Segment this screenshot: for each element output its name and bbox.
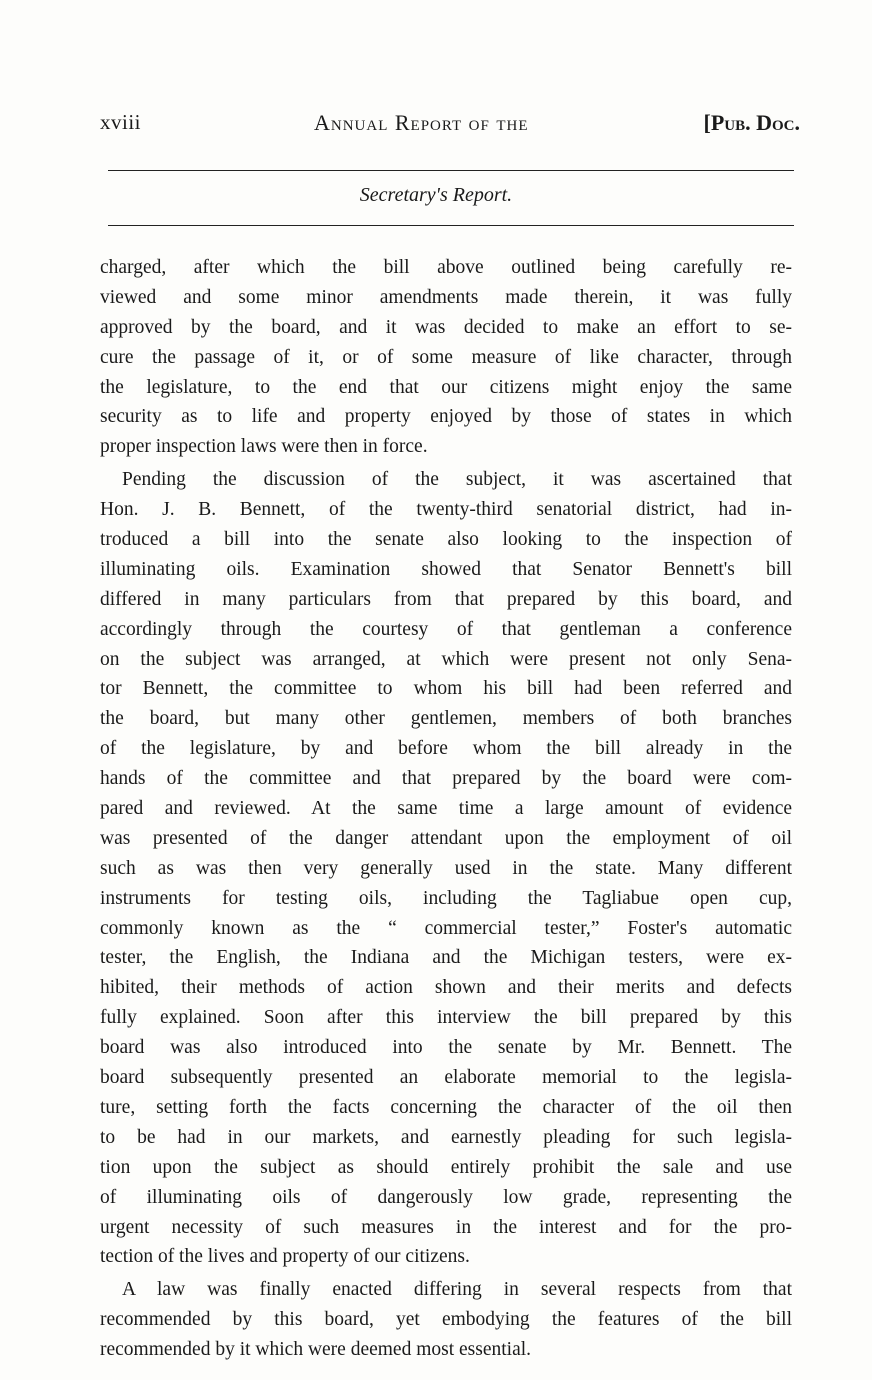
text-line: troduced a bill into the senate also looking to the inspection of: [100, 529, 792, 551]
section-title: Secretary's Report.: [359, 184, 513, 206]
text-line: board was also introduced into the senate by Mr. Bennett. The: [100, 1037, 792, 1059]
text-line: recommended by it which were deemed most essential.: [100, 1339, 532, 1361]
text-line: Pending the discussion of the subject, it was ascertained that: [122, 469, 792, 491]
text-line: board subsequently presented an elaborate memorial to the legisla-: [100, 1067, 792, 1089]
text-line: pared and reviewed. At the same time a large amount of evidence: [100, 798, 792, 820]
text-line: commonly known as the “ commercial tester,” Foster's automatic: [100, 917, 792, 939]
running-header: [100, 110, 800, 140]
text-line: tion upon the subject as should entirely prohibit the sale and use: [100, 1156, 792, 1178]
text-line: hands of the committee and that prepared by the board were com-: [100, 768, 792, 790]
running-title: Annual Report of the: [314, 110, 529, 135]
text-line: such as was then very generally used in the state. Many different: [100, 857, 792, 879]
body-text: [100, 253, 792, 1365]
text-line: the board, but many other gentlemen, members of both branches: [100, 708, 792, 730]
text-line: ture, setting forth the facts concerning the character of the oil then: [100, 1096, 792, 1118]
text-line: viewed and some minor amendments made therein, it was fully: [100, 286, 792, 308]
text-line: recommended by this board, yet embodying the features of the bill: [100, 1309, 792, 1331]
text-line: A law was finally enacted differing in several respects from that: [122, 1279, 792, 1301]
paragraph: [100, 253, 792, 462]
text-line: fully explained. Soon after this interview the bill prepared by this: [100, 1007, 792, 1029]
text-line: cure the passage of it, or of some measure of like character, through: [100, 346, 792, 368]
text-line: Hon. J. B. Bennett, of the twenty-third senatorial district, had in-: [100, 499, 792, 521]
text-line: urgent necessity of such measures in the interest and for the pro-: [100, 1216, 792, 1238]
text-line: of the legislature, by and before whom the bill already in the: [100, 738, 792, 760]
text-line: instruments for testing oils, including the Tagliabue open cup,: [100, 887, 792, 909]
text-line: charged, after which the bill above outlined being carefully re-: [100, 257, 792, 278]
text-line: tection of the lives and property of our citizens.: [100, 1246, 470, 1268]
text-line: illuminating oils. Examination showed that Senator Bennett's bill: [100, 558, 792, 580]
text-line: tor Bennett, the committee to whom his bill had been referred and: [100, 678, 792, 700]
page-number: xviii: [100, 110, 142, 134]
text-line: tester, the English, the Indiana and the Michigan testers, were ex-: [100, 947, 792, 969]
header-rule-top: [108, 170, 794, 171]
text-line: of illuminating oils of dangerously low grade, representing the: [100, 1186, 792, 1208]
text-line: differed in many particulars from that prepared by this board, and: [100, 588, 792, 610]
text-line: on the subject was arranged, at which were present not only Sena-: [100, 648, 792, 670]
text-line: hibited, their methods of action shown and their merits and defects: [100, 977, 792, 999]
text-line: the legislature, to the end that our citizens might enjoy the same: [100, 376, 792, 398]
text-line: accordingly through the courtesy of that gentleman a conference: [100, 618, 792, 640]
text-line: approved by the board, and it was decided to make an effort to se-: [100, 316, 792, 338]
text-line: security as to life and property enjoyed by those of states in which: [100, 406, 792, 428]
text-line: proper inspection laws were then in force.: [100, 436, 428, 458]
text-line: was presented of the danger attendant upon the employment of oil: [100, 827, 792, 849]
paragraph: [100, 465, 792, 1272]
document-code: [Pub. Doc.: [703, 110, 800, 135]
paragraph: [100, 1275, 792, 1365]
header-rule-bottom: [108, 225, 794, 226]
text-line: to be had in our markets, and earnestly pleading for such legisla-: [100, 1126, 792, 1148]
